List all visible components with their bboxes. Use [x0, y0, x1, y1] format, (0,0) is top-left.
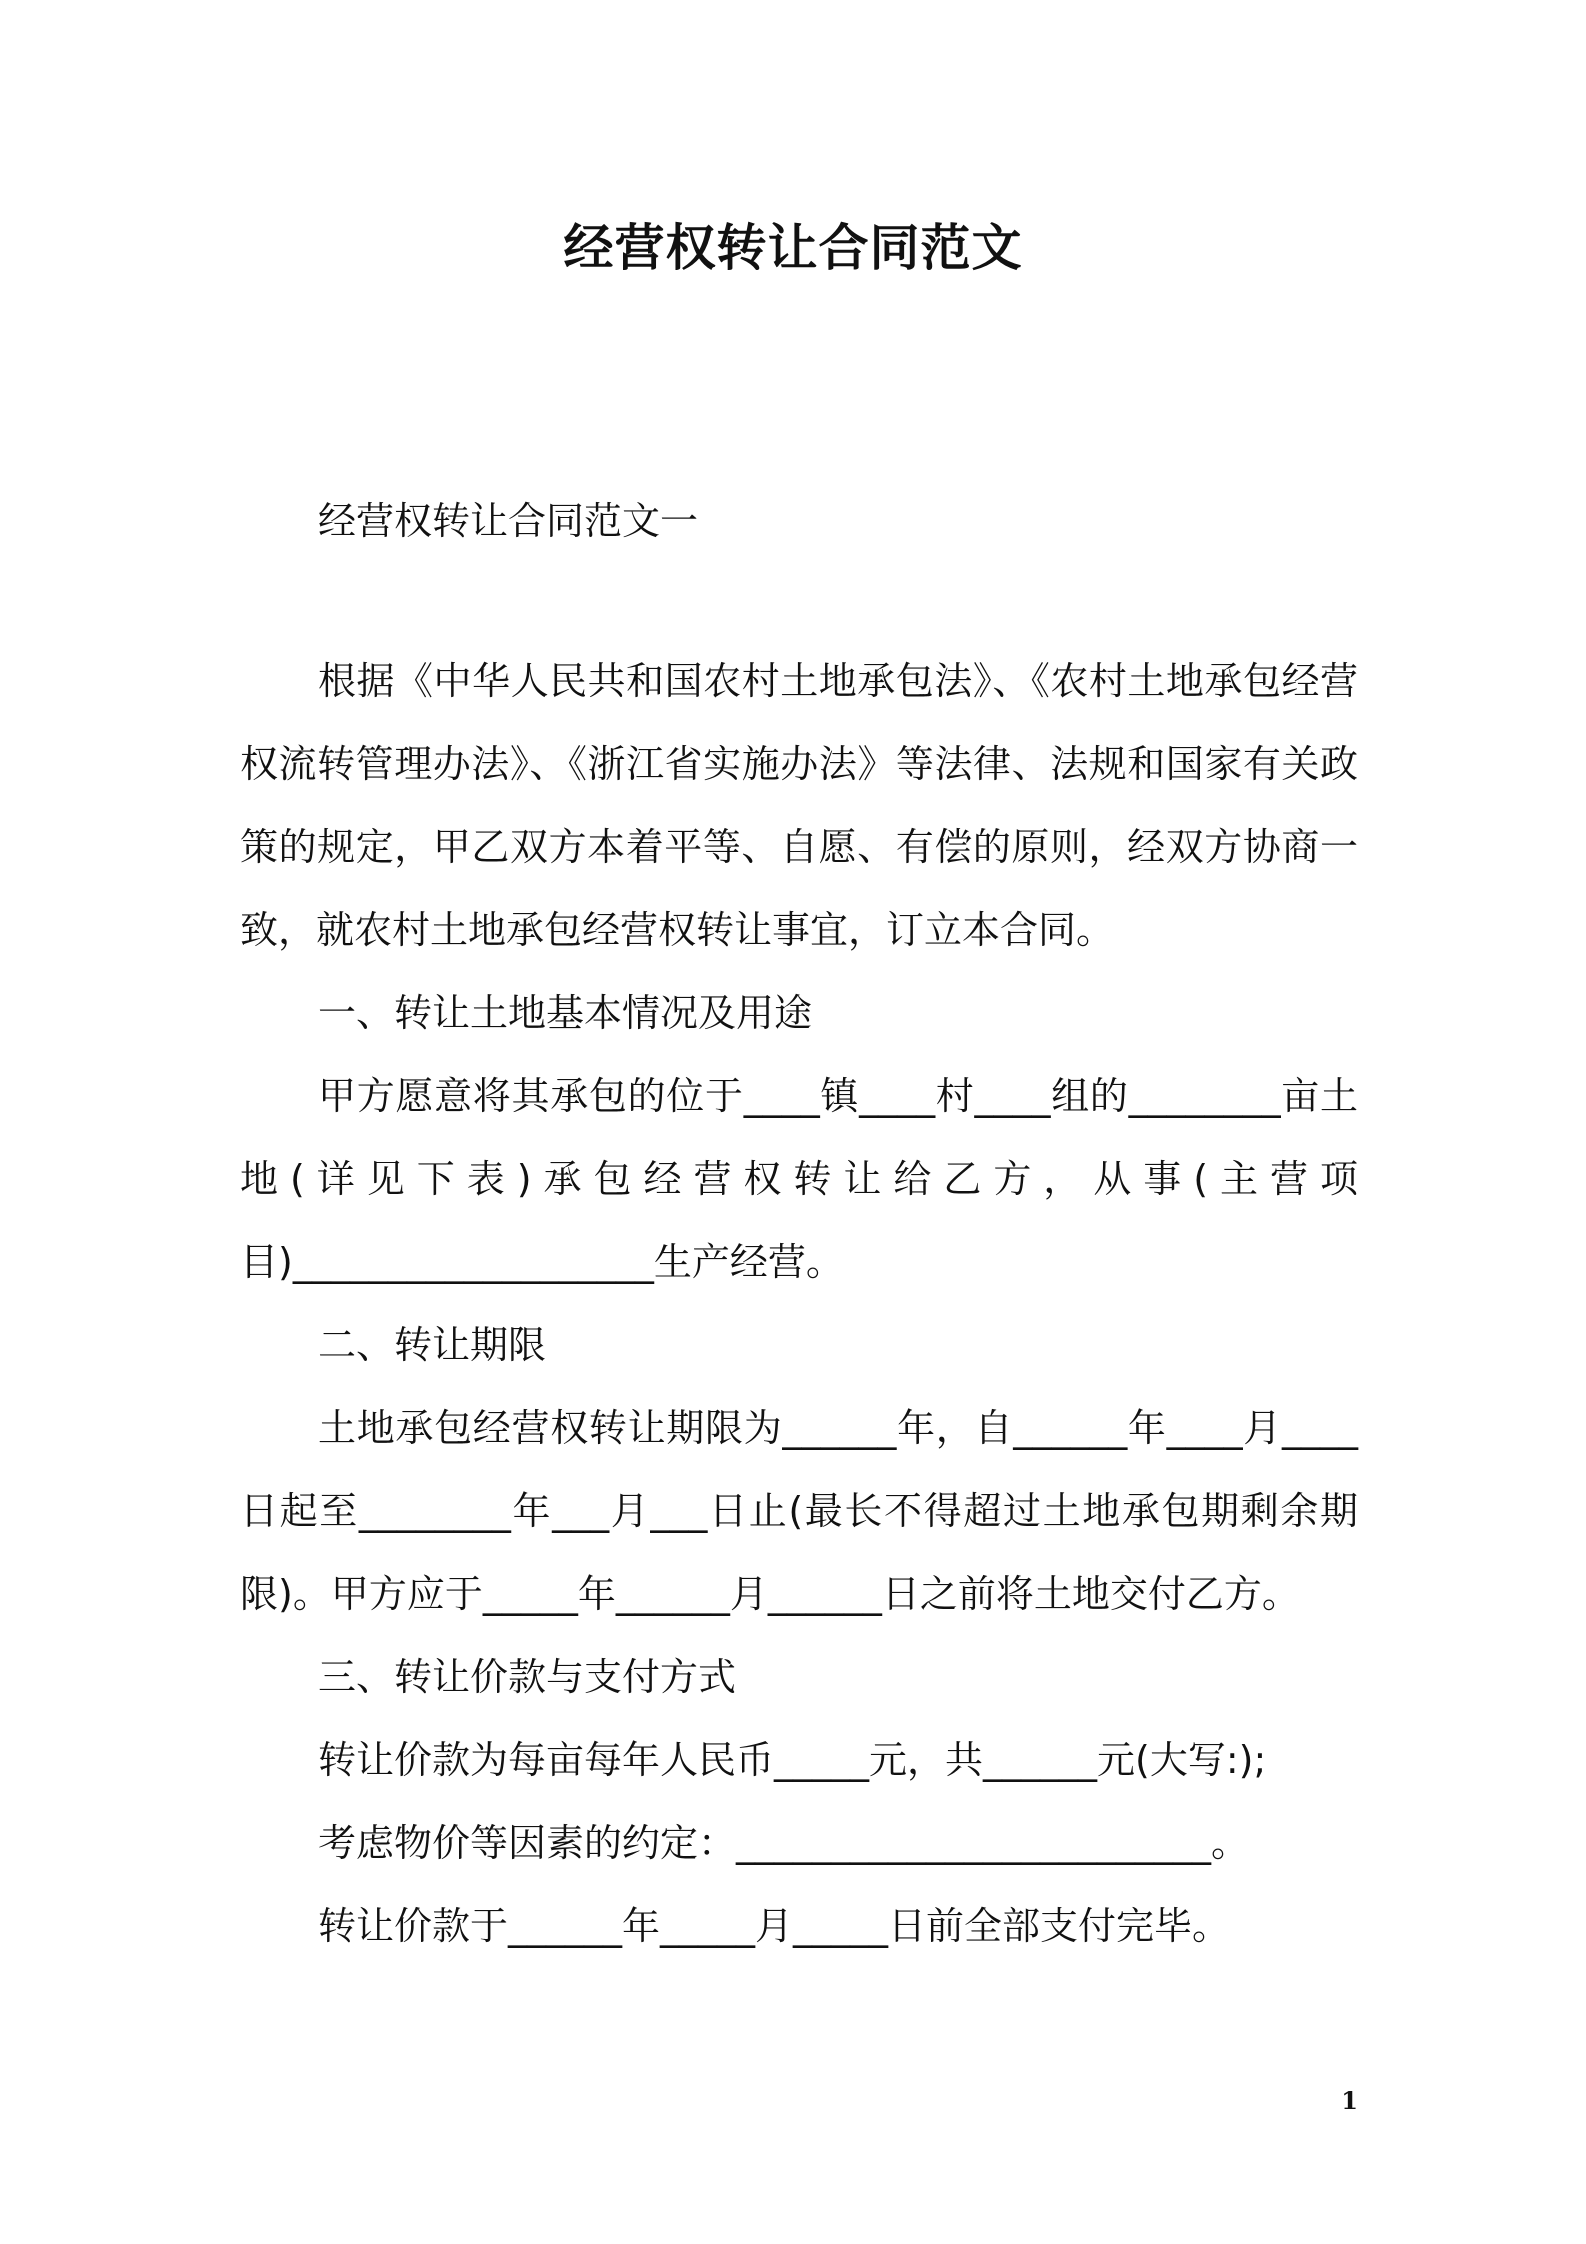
- section-heading-3: 三、转让价款与支付方式: [318, 1655, 737, 1699]
- paragraph-payment-deadline: 转让价款于______年_____月_____日前全部支付完毕。: [318, 1904, 1231, 1948]
- paragraph-price: 转让价款为每亩每年人民币_____元，共______元(大写:);: [318, 1738, 1267, 1782]
- document-subtitle: 经营权转让合同范文一: [318, 499, 699, 543]
- paragraph-term: 土地承包经营权转让期限为______年，自______年____月____日起至________年___月___日止(最长不得超过土地承包期剩余期限)。甲方应于_____年______月______日之前将土地交付乙方。: [240, 1406, 1358, 1616]
- paragraph-preamble: 根据《中华人民共和国农村土地承包法》、《农村土地承包经营权流转管理办法》、《浙江省实施办法》等法律、法规和国家有关政策的规定，甲乙双方本着平等、自愿、有偿的原则，经双方协商一致，就农村土地承包经营权转让事宜，订立本合同。: [240, 659, 1358, 952]
- document-title: 经营权转让合同范文: [563, 219, 1023, 277]
- section-heading-1: 一、转让土地基本情况及用途: [318, 991, 813, 1035]
- section-heading-2: 二、转让期限: [318, 1323, 547, 1367]
- paragraph-price-adjustment: 考虑物价等因素的约定：_________________________。: [318, 1821, 1250, 1865]
- document-body: [240, 640, 1358, 1968]
- page-number: 1: [1341, 2086, 1358, 2115]
- paragraph-land-info: 甲方愿意将其承包的位于____镇____村____组的________亩土地(详见下表)承包经营权转让给乙方，从事(主营项目)___________________生产经营。: [240, 1074, 1358, 1284]
